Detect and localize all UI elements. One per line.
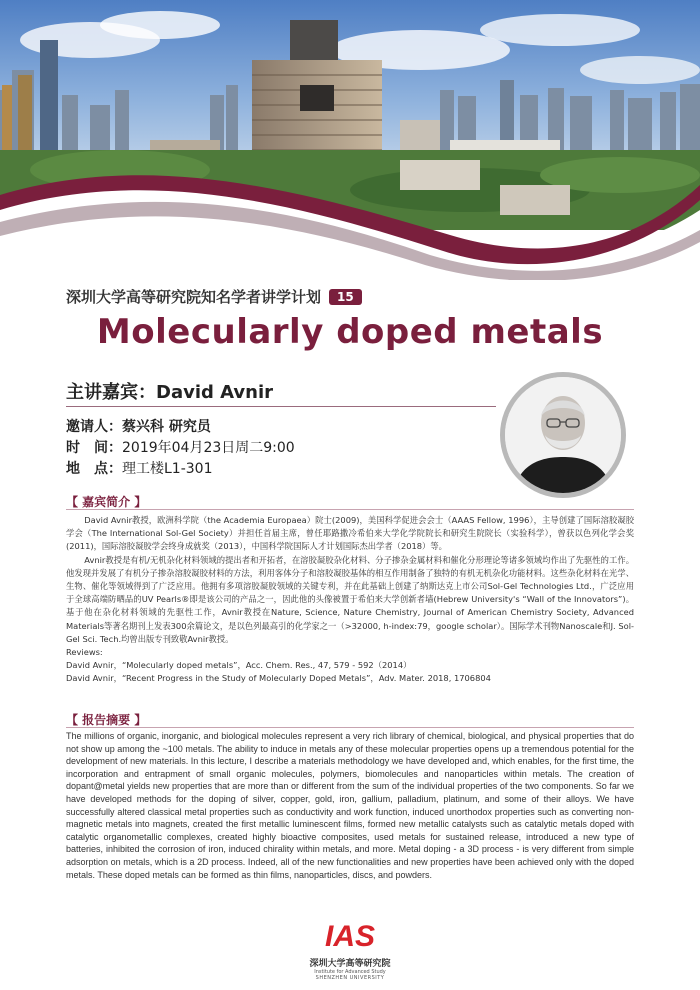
speaker-name: David Avnir bbox=[156, 382, 274, 403]
ias-logo-mark bbox=[324, 918, 376, 952]
abstract-heading-rule bbox=[66, 727, 634, 728]
lecture-title: Molecularly doped metals bbox=[96, 312, 604, 352]
series-title-text: 深圳大学高等研究院知名学者讲学计划 bbox=[66, 288, 322, 306]
bio-heading: 【 嘉宾简介 】 bbox=[66, 495, 147, 509]
time-line bbox=[66, 437, 295, 457]
place-value: 理工楼L1-301 bbox=[122, 461, 213, 477]
speaker-line bbox=[66, 378, 273, 404]
bio-heading-rule bbox=[66, 509, 634, 510]
bio-body bbox=[66, 514, 634, 686]
series-title bbox=[66, 286, 362, 307]
institute-name-en: Institute for Advanced Study bbox=[314, 969, 386, 975]
ias-logo bbox=[0, 918, 700, 956]
bio-paragraph-2: Avnir教授是有机/无机杂化材料领域的提出者和开拓者，在溶胶凝胶杂化材料、分子掺杂金属材料和催化分形理论等诸多领域均作出了先驱性的工作。他发现并发展了有机分子掺杂溶胶凝胶材料的方法，利用客体分子和溶胶凝胶基体的相互作用制备了独特的有机无机杂化功能材料。这些杂化材料在光学、生物、催化等领域得到了广泛应用。他拥有多项溶胶凝胶领域的关键专利，并在此基础上创建了纳斯达克上市公司Sol-Gel Technologies Ltd.，广泛应用于全球高端防晒品的UV Pearls®即是该公司的产品之一，因此他的头像被置于希伯来大学创新者墙(Hebrew University's “Wall of the Innovators”)。基于他在杂化材料领域的先驱性工作，Avnir教授在Nature, Science, Nature Chemistry, Journal of American Chemistry Society, Advanced Materials等著名期刊上发表300余篇论文，是以色列最高引的化学家之一（>32000, h-index:79，google scholar）。国际学术刊物Nanoscale和J. Sol-Gel Sci. Tech.均曾出版专刊致敬Avnir教授。 bbox=[66, 554, 634, 644]
speaker-portrait bbox=[500, 372, 626, 498]
abstract-body: The millions of organic, inorganic, and biological molecules represent a very rich library of chemical, biological, and physical properties that do not show up among the ~100 metals. The ability to induce in metals any of these molecular properties opens up a tremendous potential for the development of new materials. In this lecture, I describe a materials methodology we have developed and, which enables, for the first time, the incorporation and entrapment of small organic molecules, polymers, biomolecules and nanoparticles within metals. The creation of dopant@metal yields new properties that are more than or different from the sum of the individual properties of the two components. So far we have developed methods for the doping of silver, copper, gold, iron, gallium, palladium, platinum, and some of their alloys. We have successfully altered classical metal properties such as conductivity and work function, induced unorthodox properties such as converting non-magnetic metals into magnets, created the first metallic luminescent films, formed new metallic catalysts such as catalytic metals doped with catalytic organometallic complexes, created highly bioactive composites, used metals for sustained release, introduced a new type of batteries, inhibited the corrosion of iron, induced chirality within metals, and more. Metal doping - a 3D process - is very different from simple adsorption on metals, which is a 2D process. Indeed, all of the new functionalities and new properties have been achieved only with the doped metals. These doped metals can be formed as thin films, nanoparticles, discs, and powders. bbox=[66, 731, 634, 880]
header-cityscape-photo bbox=[0, 0, 700, 280]
speaker-divider bbox=[66, 406, 496, 407]
review-item-1: David Avnir，“Molecularly doped metals”，Acc. Chem. Res., 47, 579 - 592（2014） bbox=[66, 660, 412, 671]
inviter-value: 蔡兴科 研究员 bbox=[122, 419, 211, 435]
speaker-label: 主讲嘉宾： bbox=[66, 382, 156, 403]
place-line bbox=[66, 458, 212, 478]
svg-text:IAS: IAS bbox=[324, 920, 376, 952]
place-label: 地 点： bbox=[66, 461, 122, 477]
inviter-line bbox=[66, 416, 211, 436]
institute-name-cn: 深圳大学高等研究院 bbox=[309, 959, 391, 969]
time-value: 2019年04月23日周二9:00 bbox=[122, 440, 295, 456]
abstract-heading: 【 报告摘要 】 bbox=[66, 713, 147, 727]
bio-paragraph-1: David Avnir教授，欧洲科学院（the Academia Europaea）院士(2009)，美国科学促进会会士（AAAS Fellow, 1996），主导创建了国际溶胶凝胶学会（The International Sol-Gel Society）并担任首届主席，曾任耶路撒冷希伯来大学化学院院长和研究生院院长（实验科学），曾获以色列化学会奖(2011)，国际溶胶凝胶学会终身成就奖（2013），中国科学院国际人才计划国际杰出学者（2018）等。 bbox=[66, 515, 634, 552]
university-name-en: SHENZHEN UNIVERSITY bbox=[315, 975, 385, 981]
time-label: 时 间： bbox=[66, 440, 122, 456]
review-item-2: David Avnir，“Recent Progress in the Study of Molecularly Doped Metals”，Adv. Mater. 2018, 1706804 bbox=[66, 673, 491, 684]
series-number-badge: 15 bbox=[329, 289, 362, 305]
reviews-label: Reviews: bbox=[66, 647, 103, 658]
inviter-label: 邀请人： bbox=[66, 419, 122, 435]
